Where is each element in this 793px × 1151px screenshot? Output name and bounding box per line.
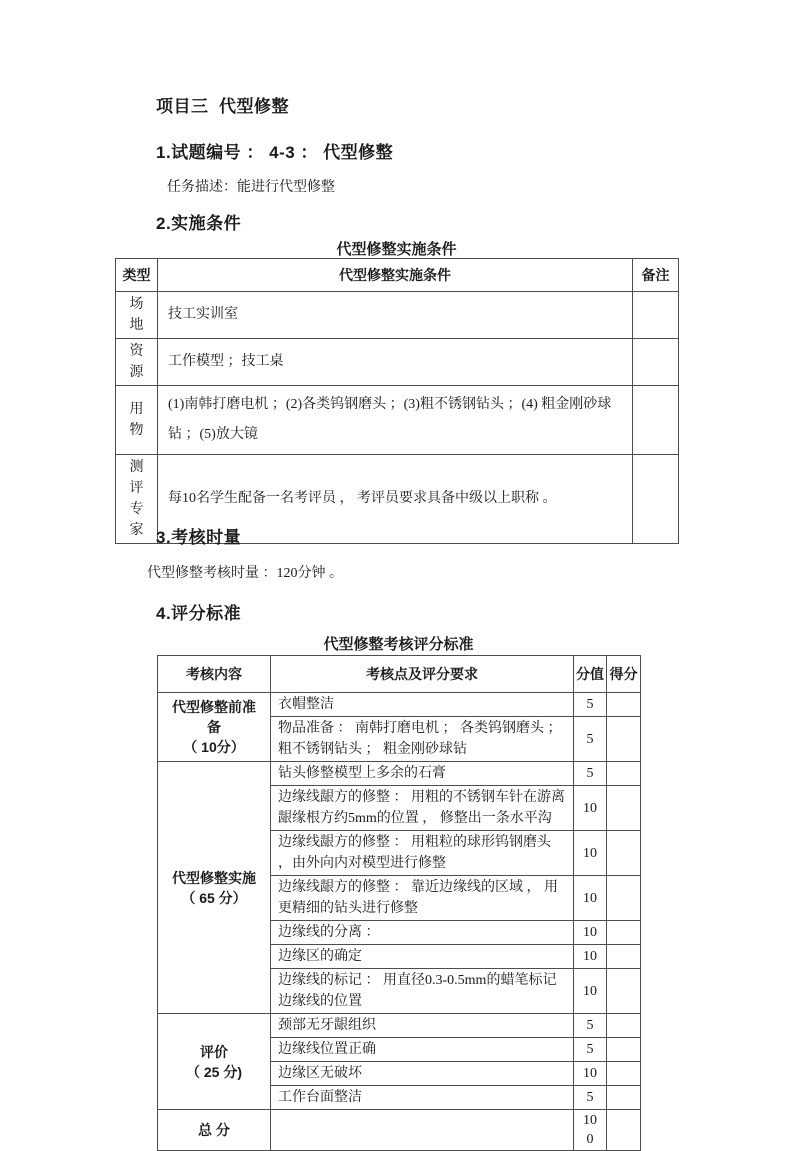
score-cell: 10 xyxy=(574,945,607,969)
table-row xyxy=(158,1014,641,1038)
conditions-header-row xyxy=(116,259,679,292)
table-row xyxy=(116,292,679,339)
row-type-cell: 资源 xyxy=(116,339,158,386)
group-title: 代型修整前准备 xyxy=(172,699,256,735)
section-heading-conditions: 2.实施条件 xyxy=(156,214,242,233)
criteria-text-cell: 边缘线龈方的修整 ： 用粗的不锈钢车针在游离龈缘根方约5mm的位置 ， 修整出一条水平沟 xyxy=(271,786,574,831)
total-text-cell xyxy=(271,1110,574,1151)
criteria-group-cell xyxy=(158,762,271,1014)
header-content-cell: 考核内容 xyxy=(158,656,271,693)
criteria-text-cell: 工作台面整洁 xyxy=(271,1086,574,1110)
criteria-text-cell: 边缘线的标记 ： 用直径0.3-0.5mm的蜡笔标记边缘线的位置 xyxy=(271,969,574,1014)
header-type-cell: 类型 xyxy=(116,259,158,292)
earned-cell xyxy=(607,693,641,717)
conditions-table-caption: 代型修整实施条件 xyxy=(336,241,457,258)
row-note-cell xyxy=(633,292,679,339)
section-heading-exam-number: 1.试题编号 ： 4-3 ： 代型修整 xyxy=(156,143,394,162)
header-condition-cell: 代型修整实施条件 xyxy=(158,259,633,292)
score-cell: 5 xyxy=(574,1086,607,1110)
section-heading-duration: 3.考核时量 xyxy=(156,528,242,547)
criteria-text-cell: 边缘线位置正确 xyxy=(271,1038,574,1062)
total-label-cell: 总 分 xyxy=(158,1110,271,1151)
row-condition-cell: (1)南韩打磨电机 ；(2)各类钨钢磨头 ；(3)粗不锈钢钻头 ；(4) 粗金刚砂球钻 ；(5)放大镜 xyxy=(158,386,633,455)
earned-cell xyxy=(607,1062,641,1086)
row-type-cell: 场地 xyxy=(116,292,158,339)
score-cell: 10 xyxy=(574,876,607,921)
duration-text: 代型修整考核时量 ：120分钟 。 xyxy=(147,566,343,581)
scoring-header-row xyxy=(158,656,641,693)
row-condition-cell: 工作模型 ；技工桌 xyxy=(158,339,633,386)
total-score-cell: 100 xyxy=(574,1110,607,1151)
header-score-cell: 分值 xyxy=(574,656,607,693)
criteria-text-cell: 边缘线龈方的修整 ： 用粗粒的球形钨钢磨头 ，由外向内对模型进行修整 xyxy=(271,831,574,876)
criteria-text-cell: 钻头修整模型上多余的石膏 xyxy=(271,762,574,786)
score-cell: 5 xyxy=(574,1014,607,1038)
doc-title: 项目三 代型修整 xyxy=(156,97,289,116)
row-condition-cell: 每10名学生配备一名考评员 ， 考评员要求具备中级以上职称 。 xyxy=(158,455,633,544)
criteria-text-cell: 边缘线龈方的修整 ： 靠近边缘线的区域 ， 用更精细的钻头进行修整 xyxy=(271,876,574,921)
group-score-label: （ 65 分） xyxy=(181,889,247,906)
row-condition-cell: 技工实训室 xyxy=(158,292,633,339)
table-row xyxy=(116,386,679,455)
row-type-cell: 测评专家 xyxy=(116,455,158,544)
earned-cell xyxy=(607,969,641,1014)
header-points-cell: 考核点及评分要求 xyxy=(271,656,574,693)
score-cell: 5 xyxy=(574,717,607,762)
criteria-text-cell: 颈部无牙龈组织 xyxy=(271,1014,574,1038)
score-cell: 10 xyxy=(574,921,607,945)
table-row xyxy=(158,762,641,786)
scoring-table xyxy=(157,655,641,1151)
score-cell: 10 xyxy=(574,786,607,831)
score-cell: 10 xyxy=(574,969,607,1014)
conditions-table xyxy=(115,258,679,544)
score-cell: 10 xyxy=(574,831,607,876)
task-description: 任务描述：能进行代型修整 xyxy=(167,180,335,195)
earned-cell xyxy=(607,876,641,921)
table-row xyxy=(158,693,641,717)
earned-cell xyxy=(607,717,641,762)
group-title: 评价 xyxy=(200,1043,228,1060)
total-earned-cell xyxy=(607,1110,641,1151)
score-cell: 5 xyxy=(574,693,607,717)
group-title: 代型修整实施 xyxy=(172,869,256,886)
header-note-cell: 备注 xyxy=(633,259,679,292)
criteria-text-cell: 衣帽整洁 xyxy=(271,693,574,717)
scoring-table-caption: 代型修整考核评分标准 xyxy=(323,636,474,653)
group-score-label: （ 10分） xyxy=(183,739,245,755)
criteria-group-cell xyxy=(158,1014,271,1110)
row-note-cell xyxy=(633,386,679,455)
earned-cell xyxy=(607,1038,641,1062)
total-row xyxy=(158,1110,641,1151)
score-cell: 5 xyxy=(574,762,607,786)
criteria-group-cell xyxy=(158,693,271,762)
header-earned-cell: 得分 xyxy=(607,656,641,693)
criteria-text-cell: 边缘区无破坏 xyxy=(271,1062,574,1086)
earned-cell xyxy=(607,786,641,831)
score-cell: 5 xyxy=(574,1038,607,1062)
criteria-text-cell: 边缘线的分离 ： xyxy=(271,921,574,945)
earned-cell xyxy=(607,831,641,876)
earned-cell xyxy=(607,921,641,945)
earned-cell xyxy=(607,1014,641,1038)
earned-cell xyxy=(607,1086,641,1110)
score-cell: 10 xyxy=(574,1062,607,1086)
criteria-text-cell: 物品准备 ： 南韩打磨电机 ； 各类钨钢磨头 ； 粗不锈钢钻头 ； 粗金刚砂球钻 xyxy=(271,717,574,762)
table-row xyxy=(116,339,679,386)
earned-cell xyxy=(607,762,641,786)
criteria-text-cell: 边缘区的确定 xyxy=(271,945,574,969)
earned-cell xyxy=(607,945,641,969)
row-note-cell xyxy=(633,455,679,544)
group-score-label: （ 25 分) xyxy=(185,1063,242,1080)
section-heading-scoring: 4.评分标准 xyxy=(156,604,242,623)
row-type-cell: 用物 xyxy=(116,386,158,455)
row-note-cell xyxy=(633,339,679,386)
